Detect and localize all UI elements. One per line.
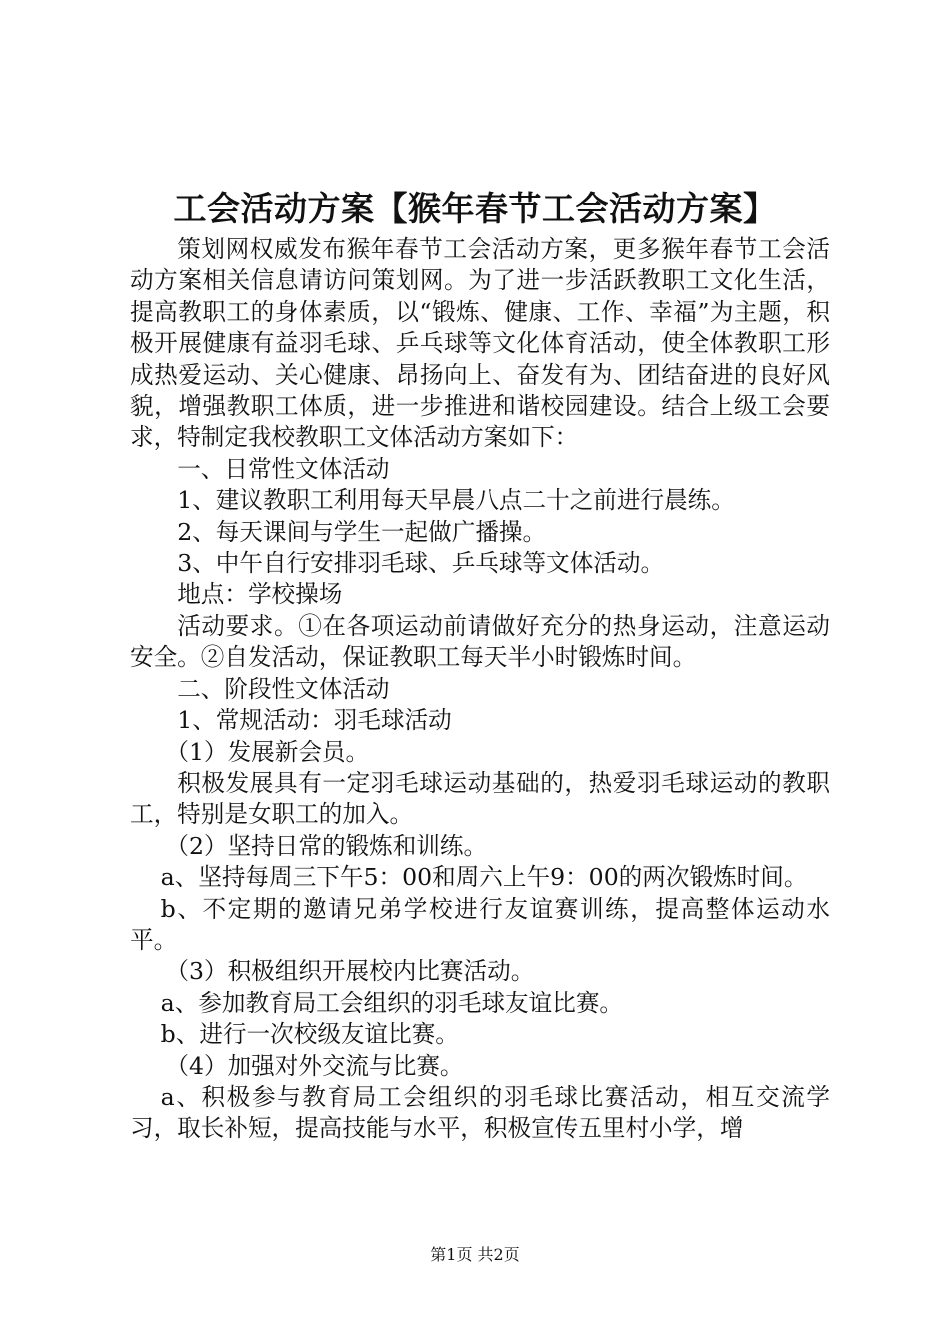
subsection-heading: 1、常规活动：羽毛球活动	[177, 706, 452, 735]
sub-item-heading: （1）发展新会员。	[165, 737, 370, 766]
paragraph-intro: 策划网权威发布猴年春节工会活动方案，更多猴年春节工会活动方案相关信息请访问策划网。为了进一步活跃教职工文化生活，提高教职工的身体素质，以“锻炼、健康、工作、幸福”为主题，积极开展健康有益羽毛球、乒乓球等文化体育活动，使全体教职工形成热爱运动、关心健康、昂扬向上、奋发有为、团结奋进的良好风貌，增强教职工体质，进一步推进和谐校园建设。结合上级工会要求，特制定我校教职工文体活动方案如下：	[130, 235, 830, 452]
sub-item-heading: （3）积极组织开展校内比赛活动。	[165, 957, 535, 986]
location-line: 地点：学校操场	[177, 580, 343, 609]
paragraph-requirements: 活动要求。①在各项运动前请做好充分的热身运动，注意运动安全。②自发活动，保证教职工每天半小时锻炼时间。	[130, 611, 830, 672]
section-heading-stage: 二、阶段性文体活动	[177, 674, 390, 703]
list-item: a、坚持每周三下午5：00和周六上午9：00的两次锻炼时间。	[160, 863, 808, 892]
list-item: a、参加教育局工会组织的羽毛球友谊比赛。	[160, 988, 624, 1017]
list-item: b、不定期的邀请兄弟学校进行友谊赛训练，提高整体运动水平。	[130, 894, 830, 954]
document-title: 工会活动方案【猴年春节工会活动方案】	[173, 189, 777, 228]
paragraph: 积极发展具有一定羽毛球运动基础的，热爱羽毛球运动的教职工，特别是女职工的加入。	[130, 768, 830, 829]
document-body	[130, 234, 830, 1145]
page-footer: 第1页 共2页	[430, 1245, 520, 1264]
list-item: 1、建议教职工利用每天早晨八点二十之前进行晨练。	[177, 486, 735, 515]
section-heading-daily: 一、日常性文体活动	[177, 454, 390, 483]
list-item: a、积极参与教育局工会组织的羽毛球比赛活动，相互交流学习，取长补短，提高技能与水平，积极宣传五里村小学，增	[130, 1082, 830, 1143]
sub-item-heading: （2）坚持日常的锻炼和训练。	[165, 831, 488, 860]
list-item: b、进行一次校级友谊比赛。	[160, 1020, 459, 1049]
list-item: 2、每天课间与学生一起做广播操。	[177, 517, 547, 546]
sub-item-heading: （4）加强对外交流与比赛。	[165, 1051, 464, 1080]
list-item: 3、中午自行安排羽毛球、乒乓球等文体活动。	[177, 549, 665, 578]
